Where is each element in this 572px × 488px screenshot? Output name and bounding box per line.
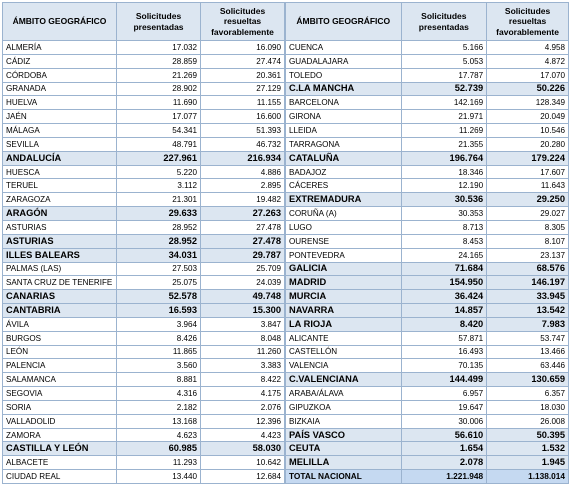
cell-ambito: MÁLAGA bbox=[3, 124, 117, 138]
table-row bbox=[3, 165, 285, 179]
cell-resueltas: 13.466 bbox=[487, 345, 569, 359]
cell-solicitudes: 8.713 bbox=[401, 220, 487, 234]
cell-resueltas: 29.250 bbox=[487, 193, 569, 207]
cell-ambito: SEGOVIA bbox=[3, 387, 117, 401]
cell-ambito: GALICIA bbox=[286, 262, 402, 276]
cell-ambito: TOLEDO bbox=[286, 68, 402, 82]
cell-ambito: LLEIDA bbox=[286, 124, 402, 138]
cell-ambito: SANTA CRUZ DE TENERIFE bbox=[3, 276, 117, 290]
cell-solicitudes: 28.952 bbox=[117, 220, 201, 234]
table-row bbox=[3, 179, 285, 193]
cell-resueltas: 29.027 bbox=[487, 207, 569, 221]
table-row bbox=[3, 193, 285, 207]
cell-resueltas: 10.546 bbox=[487, 124, 569, 138]
table-row bbox=[3, 110, 285, 124]
cell-solicitudes: 13.440 bbox=[117, 470, 201, 484]
table-row bbox=[3, 400, 285, 414]
cell-ambito: ILLES BALEARS bbox=[3, 248, 117, 262]
cell-resueltas: 27.478 bbox=[201, 220, 285, 234]
cell-solicitudes: 17.787 bbox=[401, 68, 487, 82]
cell-ambito: ALMERÍA bbox=[3, 41, 117, 55]
cell-solicitudes: 12.190 bbox=[401, 179, 487, 193]
cell-ambito: GIRONA bbox=[286, 110, 402, 124]
cell-ambito: CEUTA bbox=[286, 442, 402, 456]
table-row bbox=[3, 124, 285, 138]
cell-ambito: TOTAL NACIONAL bbox=[286, 470, 402, 484]
cell-resueltas: 216.934 bbox=[201, 151, 285, 165]
data-table-container bbox=[2, 2, 569, 486]
cell-solicitudes: 8.420 bbox=[401, 317, 487, 331]
table-row bbox=[286, 331, 569, 345]
table-row bbox=[3, 82, 285, 96]
table-row bbox=[286, 68, 569, 82]
cell-resueltas: 20.361 bbox=[201, 68, 285, 82]
cell-solicitudes: 52.739 bbox=[401, 82, 487, 96]
cell-solicitudes: 21.269 bbox=[117, 68, 201, 82]
cell-solicitudes: 2.182 bbox=[117, 400, 201, 414]
cell-ambito: ALICANTE bbox=[286, 331, 402, 345]
table-row bbox=[286, 414, 569, 428]
cell-resueltas: 25.709 bbox=[201, 262, 285, 276]
cell-solicitudes: 5.220 bbox=[117, 165, 201, 179]
cell-solicitudes: 48.791 bbox=[117, 137, 201, 151]
cell-resueltas: 4.872 bbox=[487, 54, 569, 68]
cell-ambito: GUADALAJARA bbox=[286, 54, 402, 68]
cell-ambito: LUGO bbox=[286, 220, 402, 234]
region-row bbox=[3, 290, 285, 304]
cell-ambito: SALAMANCA bbox=[3, 373, 117, 387]
cell-solicitudes: 21.971 bbox=[401, 110, 487, 124]
table-row bbox=[3, 414, 285, 428]
cell-resueltas: 2.895 bbox=[201, 179, 285, 193]
cell-solicitudes: 4.623 bbox=[117, 428, 201, 442]
table-row bbox=[3, 262, 285, 276]
cell-solicitudes: 17.032 bbox=[117, 41, 201, 55]
cell-resueltas: 128.349 bbox=[487, 96, 569, 110]
cell-solicitudes: 13.168 bbox=[117, 414, 201, 428]
region-row bbox=[3, 304, 285, 318]
cell-resueltas: 13.542 bbox=[487, 304, 569, 318]
cell-ambito: GIPUZKOA bbox=[286, 400, 402, 414]
cell-ambito: TERUEL bbox=[3, 179, 117, 193]
cell-solicitudes: 142.169 bbox=[401, 96, 487, 110]
cell-ambito: VALENCIA bbox=[286, 359, 402, 373]
cell-ambito: MURCIA bbox=[286, 290, 402, 304]
region-row bbox=[286, 456, 569, 470]
cell-ambito: CANTABRIA bbox=[3, 304, 117, 318]
cell-resueltas: 27.263 bbox=[201, 207, 285, 221]
cell-resueltas: 11.643 bbox=[487, 179, 569, 193]
table-row bbox=[286, 400, 569, 414]
cell-resueltas: 4.423 bbox=[201, 428, 285, 442]
cell-solicitudes: 17.077 bbox=[117, 110, 201, 124]
cell-resueltas: 12.684 bbox=[201, 470, 285, 484]
header-solicitudes: Solicitudes presentadas bbox=[117, 3, 201, 41]
cell-ambito: ARAGÓN bbox=[3, 207, 117, 221]
right-table-body bbox=[286, 41, 569, 484]
cell-ambito: JAÉN bbox=[3, 110, 117, 124]
cell-ambito: CATALUÑA bbox=[286, 151, 402, 165]
cell-solicitudes: 30.536 bbox=[401, 193, 487, 207]
table-row bbox=[286, 110, 569, 124]
header-row bbox=[286, 3, 569, 41]
cell-solicitudes: 27.503 bbox=[117, 262, 201, 276]
cell-solicitudes: 52.578 bbox=[117, 290, 201, 304]
cell-resueltas: 49.748 bbox=[201, 290, 285, 304]
table-row bbox=[286, 234, 569, 248]
region-row bbox=[286, 442, 569, 456]
cell-solicitudes: 1.654 bbox=[401, 442, 487, 456]
cell-resueltas: 50.395 bbox=[487, 428, 569, 442]
cell-ambito: VALLADOLID bbox=[3, 414, 117, 428]
region-row bbox=[286, 290, 569, 304]
cell-solicitudes: 11.293 bbox=[117, 456, 201, 470]
cell-ambito: CÁCERES bbox=[286, 179, 402, 193]
cell-ambito: PALMAS (LAS) bbox=[3, 262, 117, 276]
cell-solicitudes: 29.633 bbox=[117, 207, 201, 221]
header-ambito: ÁMBITO GEOGRÁFICO bbox=[286, 3, 402, 41]
cell-solicitudes: 56.610 bbox=[401, 428, 487, 442]
cell-solicitudes: 8.453 bbox=[401, 234, 487, 248]
cell-ambito: NAVARRA bbox=[286, 304, 402, 318]
cell-ambito: SORIA bbox=[3, 400, 117, 414]
table-row bbox=[3, 68, 285, 82]
cell-resueltas: 33.945 bbox=[487, 290, 569, 304]
cell-ambito: ZAMORA bbox=[3, 428, 117, 442]
cell-ambito: LA RIOJA bbox=[286, 317, 402, 331]
cell-solicitudes: 36.424 bbox=[401, 290, 487, 304]
cell-resueltas: 12.396 bbox=[201, 414, 285, 428]
cell-resueltas: 7.983 bbox=[487, 317, 569, 331]
left-table-body bbox=[3, 41, 285, 484]
cell-resueltas: 10.642 bbox=[201, 456, 285, 470]
table-row bbox=[286, 387, 569, 401]
cell-solicitudes: 21.301 bbox=[117, 193, 201, 207]
cell-ambito: HUESCA bbox=[3, 165, 117, 179]
region-row bbox=[286, 193, 569, 207]
cell-resueltas: 4.958 bbox=[487, 41, 569, 55]
cell-ambito: ALBACETE bbox=[3, 456, 117, 470]
cell-solicitudes: 19.647 bbox=[401, 400, 487, 414]
cell-resueltas: 27.474 bbox=[201, 54, 285, 68]
cell-ambito: BURGOS bbox=[3, 331, 117, 345]
cell-solicitudes: 3.112 bbox=[117, 179, 201, 193]
cell-ambito: CASTILLA Y LEÓN bbox=[3, 442, 117, 456]
table-row bbox=[286, 220, 569, 234]
cell-solicitudes: 30.006 bbox=[401, 414, 487, 428]
cell-solicitudes: 21.355 bbox=[401, 137, 487, 151]
region-row bbox=[286, 317, 569, 331]
cell-ambito: EXTREMADURA bbox=[286, 193, 402, 207]
table-row bbox=[286, 41, 569, 55]
table-row bbox=[286, 137, 569, 151]
cell-resueltas: 11.260 bbox=[201, 345, 285, 359]
cell-solicitudes: 18.346 bbox=[401, 165, 487, 179]
cell-resueltas: 68.576 bbox=[487, 262, 569, 276]
cell-resueltas: 27.478 bbox=[201, 234, 285, 248]
total-row bbox=[286, 470, 569, 484]
table-row bbox=[3, 137, 285, 151]
region-row bbox=[286, 151, 569, 165]
cell-solicitudes: 28.952 bbox=[117, 234, 201, 248]
table-row bbox=[3, 345, 285, 359]
header-ambito: ÁMBITO GEOGRÁFICO bbox=[3, 3, 117, 41]
cell-ambito: ÁVILA bbox=[3, 317, 117, 331]
cell-resueltas: 6.357 bbox=[487, 387, 569, 401]
cell-solicitudes: 2.078 bbox=[401, 456, 487, 470]
cell-resueltas: 20.280 bbox=[487, 137, 569, 151]
header-resueltas: Solicitudes resueltas favorablemente bbox=[201, 3, 285, 41]
table-row bbox=[3, 373, 285, 387]
cell-resueltas: 16.090 bbox=[201, 41, 285, 55]
cell-resueltas: 1.945 bbox=[487, 456, 569, 470]
cell-ambito: ASTURIAS bbox=[3, 234, 117, 248]
cell-resueltas: 46.732 bbox=[201, 137, 285, 151]
cell-solicitudes: 5.166 bbox=[401, 41, 487, 55]
cell-resueltas: 4.886 bbox=[201, 165, 285, 179]
cell-resueltas: 179.224 bbox=[487, 151, 569, 165]
cell-ambito: C.LA MANCHA bbox=[286, 82, 402, 96]
cell-ambito: ZARAGOZA bbox=[3, 193, 117, 207]
cell-resueltas: 1.138.014 bbox=[487, 470, 569, 484]
cell-solicitudes: 34.031 bbox=[117, 248, 201, 262]
table-row bbox=[3, 428, 285, 442]
cell-solicitudes: 71.684 bbox=[401, 262, 487, 276]
table-row bbox=[286, 96, 569, 110]
cell-resueltas: 8.107 bbox=[487, 234, 569, 248]
cell-solicitudes: 1.221.948 bbox=[401, 470, 487, 484]
region-row bbox=[286, 304, 569, 318]
cell-solicitudes: 5.053 bbox=[401, 54, 487, 68]
table-row bbox=[286, 124, 569, 138]
cell-resueltas: 11.155 bbox=[201, 96, 285, 110]
region-row bbox=[286, 373, 569, 387]
cell-resueltas: 53.747 bbox=[487, 331, 569, 345]
cell-resueltas: 17.607 bbox=[487, 165, 569, 179]
cell-resueltas: 63.446 bbox=[487, 359, 569, 373]
cell-solicitudes: 54.341 bbox=[117, 124, 201, 138]
cell-ambito: CORUÑA (A) bbox=[286, 207, 402, 221]
table-row bbox=[3, 456, 285, 470]
table-row bbox=[3, 41, 285, 55]
region-row bbox=[286, 276, 569, 290]
table-row bbox=[286, 179, 569, 193]
cell-solicitudes: 25.075 bbox=[117, 276, 201, 290]
cell-ambito: PONTEVEDRA bbox=[286, 248, 402, 262]
cell-resueltas: 8.305 bbox=[487, 220, 569, 234]
cell-solicitudes: 70.135 bbox=[401, 359, 487, 373]
cell-ambito: PAÍS VASCO bbox=[286, 428, 402, 442]
cell-resueltas: 15.300 bbox=[201, 304, 285, 318]
cell-resueltas: 4.175 bbox=[201, 387, 285, 401]
cell-resueltas: 8.422 bbox=[201, 373, 285, 387]
cell-solicitudes: 16.493 bbox=[401, 345, 487, 359]
cell-resueltas: 29.787 bbox=[201, 248, 285, 262]
table-row bbox=[3, 96, 285, 110]
cell-solicitudes: 8.426 bbox=[117, 331, 201, 345]
region-row bbox=[286, 428, 569, 442]
cell-ambito: ASTURIAS bbox=[3, 220, 117, 234]
cell-solicitudes: 60.985 bbox=[117, 442, 201, 456]
cell-resueltas: 24.039 bbox=[201, 276, 285, 290]
cell-ambito: BIZKAIA bbox=[286, 414, 402, 428]
cell-ambito: MELILLA bbox=[286, 456, 402, 470]
table-row bbox=[286, 248, 569, 262]
cell-solicitudes: 11.865 bbox=[117, 345, 201, 359]
region-row bbox=[3, 248, 285, 262]
cell-ambito: CÁDIZ bbox=[3, 54, 117, 68]
cell-ambito: CANARIAS bbox=[3, 290, 117, 304]
region-row bbox=[286, 82, 569, 96]
table-row bbox=[3, 220, 285, 234]
cell-resueltas: 3.847 bbox=[201, 317, 285, 331]
cell-ambito: GRANADA bbox=[3, 82, 117, 96]
cell-ambito: OURENSE bbox=[286, 234, 402, 248]
cell-resueltas: 27.129 bbox=[201, 82, 285, 96]
table-row bbox=[3, 317, 285, 331]
cell-solicitudes: 3.964 bbox=[117, 317, 201, 331]
table-row bbox=[286, 207, 569, 221]
cell-resueltas: 20.049 bbox=[487, 110, 569, 124]
cell-ambito: BADAJOZ bbox=[286, 165, 402, 179]
cell-solicitudes: 24.165 bbox=[401, 248, 487, 262]
table-row bbox=[286, 54, 569, 68]
cell-ambito: CIUDAD REAL bbox=[3, 470, 117, 484]
cell-ambito: LEÓN bbox=[3, 345, 117, 359]
left-table bbox=[2, 2, 285, 484]
cell-solicitudes: 4.316 bbox=[117, 387, 201, 401]
cell-solicitudes: 28.902 bbox=[117, 82, 201, 96]
cell-ambito: PALENCIA bbox=[3, 359, 117, 373]
cell-solicitudes: 14.857 bbox=[401, 304, 487, 318]
cell-solicitudes: 11.690 bbox=[117, 96, 201, 110]
cell-solicitudes: 144.499 bbox=[401, 373, 487, 387]
header-row bbox=[3, 3, 285, 41]
cell-ambito: C.VALENCIANA bbox=[286, 373, 402, 387]
cell-resueltas: 50.226 bbox=[487, 82, 569, 96]
region-row bbox=[3, 207, 285, 221]
cell-resueltas: 23.137 bbox=[487, 248, 569, 262]
cell-solicitudes: 227.961 bbox=[117, 151, 201, 165]
cell-resueltas: 146.197 bbox=[487, 276, 569, 290]
cell-resueltas: 58.030 bbox=[201, 442, 285, 456]
cell-ambito: BARCELONA bbox=[286, 96, 402, 110]
cell-solicitudes: 11.269 bbox=[401, 124, 487, 138]
region-row bbox=[286, 262, 569, 276]
table-row bbox=[3, 54, 285, 68]
table-row bbox=[286, 359, 569, 373]
cell-solicitudes: 16.593 bbox=[117, 304, 201, 318]
region-row bbox=[3, 442, 285, 456]
cell-resueltas: 130.659 bbox=[487, 373, 569, 387]
cell-resueltas: 26.008 bbox=[487, 414, 569, 428]
header-resueltas: Solicitudes resueltas favorablemente bbox=[487, 3, 569, 41]
cell-ambito: SEVILLA bbox=[3, 137, 117, 151]
table-row bbox=[3, 387, 285, 401]
cell-resueltas: 19.482 bbox=[201, 193, 285, 207]
cell-resueltas: 3.383 bbox=[201, 359, 285, 373]
cell-ambito: ANDALUCÍA bbox=[3, 151, 117, 165]
header-solicitudes: Solicitudes presentadas bbox=[401, 3, 487, 41]
cell-resueltas: 17.070 bbox=[487, 68, 569, 82]
table-row bbox=[3, 276, 285, 290]
cell-ambito: CASTELLÓN bbox=[286, 345, 402, 359]
table-row bbox=[3, 331, 285, 345]
cell-solicitudes: 30.353 bbox=[401, 207, 487, 221]
region-row bbox=[3, 151, 285, 165]
cell-ambito: CÓRDOBA bbox=[3, 68, 117, 82]
cell-resueltas: 8.048 bbox=[201, 331, 285, 345]
cell-solicitudes: 8.881 bbox=[117, 373, 201, 387]
table-row bbox=[286, 345, 569, 359]
table-row bbox=[3, 470, 285, 484]
cell-ambito: ARABA/ÁLAVA bbox=[286, 387, 402, 401]
cell-resueltas: 51.393 bbox=[201, 124, 285, 138]
region-row bbox=[3, 234, 285, 248]
cell-solicitudes: 196.764 bbox=[401, 151, 487, 165]
cell-resueltas: 16.600 bbox=[201, 110, 285, 124]
cell-solicitudes: 57.871 bbox=[401, 331, 487, 345]
table-row bbox=[3, 359, 285, 373]
right-table bbox=[285, 2, 569, 484]
cell-ambito: CUENCA bbox=[286, 41, 402, 55]
cell-ambito: HUELVA bbox=[3, 96, 117, 110]
cell-solicitudes: 6.957 bbox=[401, 387, 487, 401]
cell-ambito: MADRID bbox=[286, 276, 402, 290]
cell-ambito: TARRAGONA bbox=[286, 137, 402, 151]
cell-solicitudes: 28.859 bbox=[117, 54, 201, 68]
cell-resueltas: 18.030 bbox=[487, 400, 569, 414]
cell-resueltas: 2.076 bbox=[201, 400, 285, 414]
cell-solicitudes: 3.560 bbox=[117, 359, 201, 373]
cell-solicitudes: 154.950 bbox=[401, 276, 487, 290]
cell-resueltas: 1.532 bbox=[487, 442, 569, 456]
table-row bbox=[286, 165, 569, 179]
